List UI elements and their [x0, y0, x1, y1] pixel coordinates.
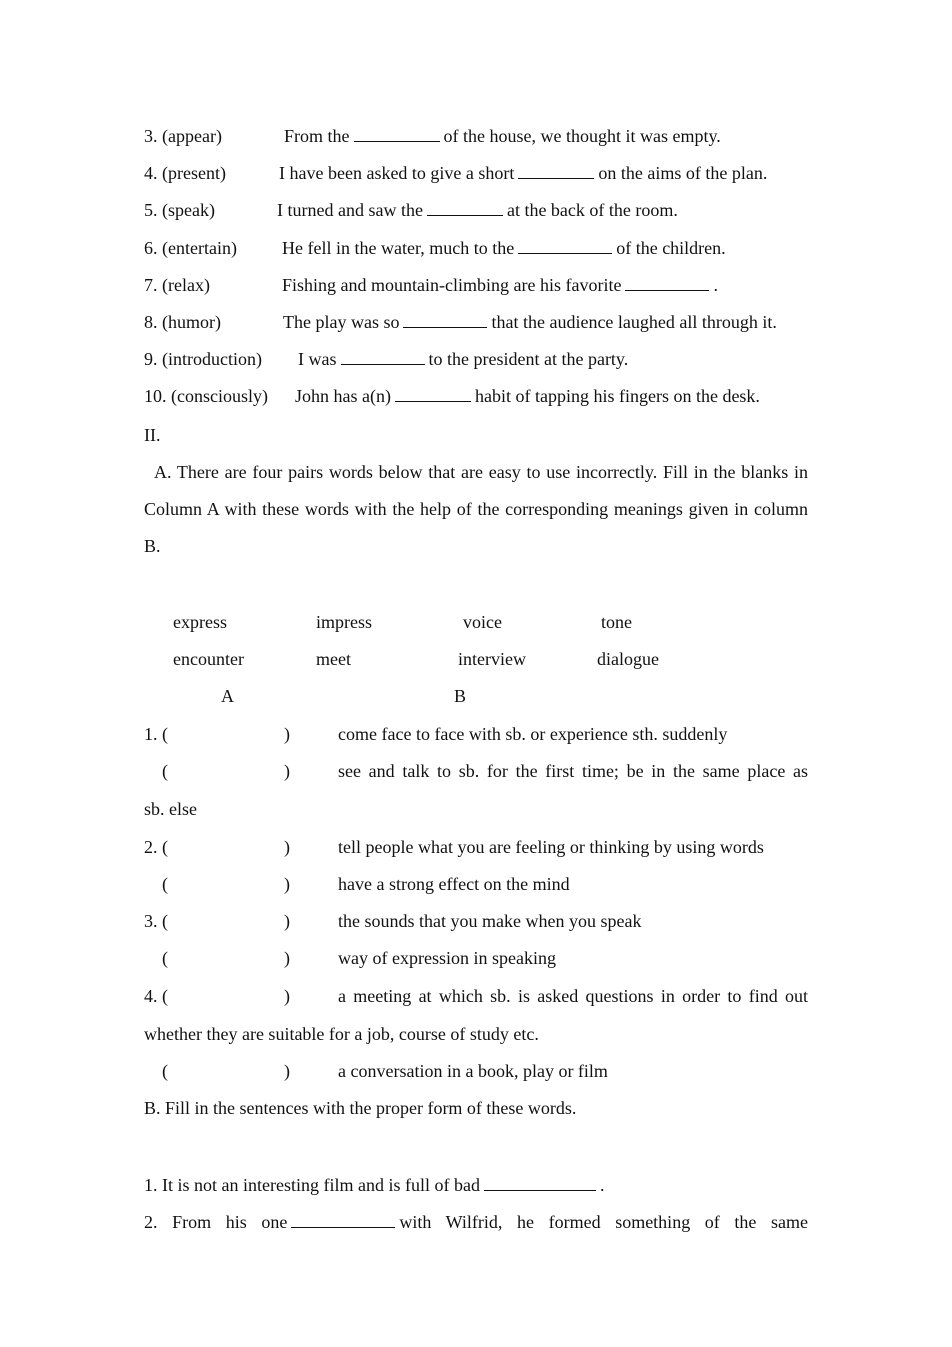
item-number: 4. (present) [144, 163, 226, 183]
meaning-text: tell people what you are feeling or thinking by using words [338, 837, 764, 857]
word-bank-item: voice [463, 612, 502, 632]
answer-slot-open[interactable]: ( [162, 761, 168, 781]
item-number: 2. ( [144, 837, 168, 857]
sentence-text: that the audience laughed all through it. [491, 312, 777, 332]
sentence-text: with Wilfrid, he formed something of the same [399, 1212, 808, 1232]
answer-slot-close[interactable]: ) [284, 724, 290, 744]
sentence-text: He fell in the water, much to the [282, 238, 515, 258]
answer-slot-close[interactable]: ) [284, 837, 290, 857]
answer-slot-close[interactable]: ) [284, 986, 290, 1006]
item-number: 8. (humor) [144, 312, 221, 332]
sentence-text: I turned and saw the [277, 200, 423, 220]
word-bank-item: meet [316, 649, 351, 669]
sentence-text: John has a(n) [295, 386, 391, 406]
sentence-text: of the children. [616, 238, 726, 258]
meaning-text: way of expression in speaking [338, 948, 556, 968]
answer-blank[interactable] [518, 237, 612, 254]
answer-blank[interactable] [518, 162, 594, 179]
sentence-text: habit of tapping his fingers on the desk. [474, 386, 760, 406]
answer-blank[interactable] [484, 1174, 596, 1191]
exercise-item-5 [144, 199, 678, 221]
exercise-item-6 [144, 237, 726, 259]
word-bank-item: express [173, 612, 227, 632]
word-bank-item: dialogue [597, 649, 659, 669]
item-number: 5. (speak) [144, 200, 215, 220]
column-a-header: A [221, 686, 234, 706]
sentence-text: 2. From his one [144, 1212, 288, 1232]
answer-blank[interactable] [625, 274, 709, 291]
word-bank-item: encounter [173, 649, 244, 669]
item-number: 3. (appear) [144, 126, 222, 146]
word-bank-item: impress [316, 612, 372, 632]
sentence-text: 1. It is not an interesting film and is full of bad [144, 1175, 480, 1195]
meaning-text: see and talk to sb. for the first time; be in the same place as [338, 761, 808, 781]
meaning-text: have a strong effect on the mind [338, 874, 570, 894]
sentence-text: The play was so [283, 312, 400, 332]
exercise-item-10 [144, 385, 760, 407]
answer-slot-close[interactable]: ) [284, 948, 290, 968]
exercise-item-4 [144, 162, 768, 184]
item-number: 1. ( [144, 724, 168, 744]
word-bank-item: tone [601, 612, 632, 632]
exercise-item-7 [144, 274, 718, 296]
answer-slot-open[interactable]: ( [162, 874, 168, 894]
sentence-text: . [599, 1175, 605, 1195]
answer-slot-close[interactable]: ) [284, 761, 290, 781]
answer-blank[interactable] [341, 348, 425, 365]
item-number: 6. (entertain) [144, 238, 237, 258]
answer-blank[interactable] [291, 1211, 395, 1228]
sentence-text: I have been asked to give a short [279, 163, 515, 183]
sentence-text: . [713, 275, 718, 295]
sentence-text: Fishing and mountain-climbing are his favorite [282, 275, 622, 295]
item-number: 9. (introduction) [144, 349, 262, 369]
answer-blank[interactable] [354, 125, 440, 142]
exercise-item-8 [144, 311, 777, 333]
meaning-continuation: whether they are suitable for a job, course of study etc. [144, 1024, 539, 1044]
section-heading: II. [144, 425, 161, 445]
meaning-text: come face to face with sb. or experience sth. suddenly [338, 724, 728, 744]
exercise-item-3 [144, 125, 721, 147]
sentence-text: From the [284, 126, 350, 146]
sentence-text: of the house, we thought it was empty. [443, 126, 721, 146]
sentence-b-2 [144, 1211, 808, 1233]
item-number: 4. ( [144, 986, 168, 1006]
sentence-text: at the back of the room. [506, 200, 678, 220]
answer-slot-close[interactable]: ) [284, 911, 290, 931]
sentence-text: on the aims of the plan. [598, 163, 768, 183]
exercise-item-9 [144, 348, 629, 370]
meaning-text: a conversation in a book, play or film [338, 1061, 608, 1081]
item-number: 7. (relax) [144, 275, 210, 295]
sentence-text: I was [298, 349, 337, 369]
answer-blank[interactable] [427, 199, 503, 216]
sentence-text: to the president at the party. [428, 349, 629, 369]
answer-slot-open[interactable]: ( [162, 1061, 168, 1081]
column-b-header: B [454, 686, 467, 706]
item-number: 10. (consciously) [144, 386, 268, 406]
sentence-b-1 [144, 1174, 604, 1196]
instruction-a: A. There are four pairs words below that are easy to use incorrectly. Fill in the blanks in Column A with these words with the help of the corresponding meanings given in column B. [144, 462, 808, 556]
meaning-text: a meeting at which sb. is asked questions in order to find out [338, 986, 808, 1006]
answer-blank[interactable] [395, 385, 471, 402]
answer-slot-close[interactable]: ) [284, 1061, 290, 1081]
item-number: 3. ( [144, 911, 168, 931]
meaning-continuation: sb. else [144, 799, 197, 819]
instruction-b: B. Fill in the sentences with the proper form of these words. [144, 1098, 577, 1118]
word-bank-item: interview [458, 649, 526, 669]
meaning-text: the sounds that you make when you speak [338, 911, 642, 931]
answer-slot-close[interactable]: ) [284, 874, 290, 894]
answer-blank[interactable] [403, 311, 487, 328]
answer-slot-open[interactable]: ( [162, 948, 168, 968]
